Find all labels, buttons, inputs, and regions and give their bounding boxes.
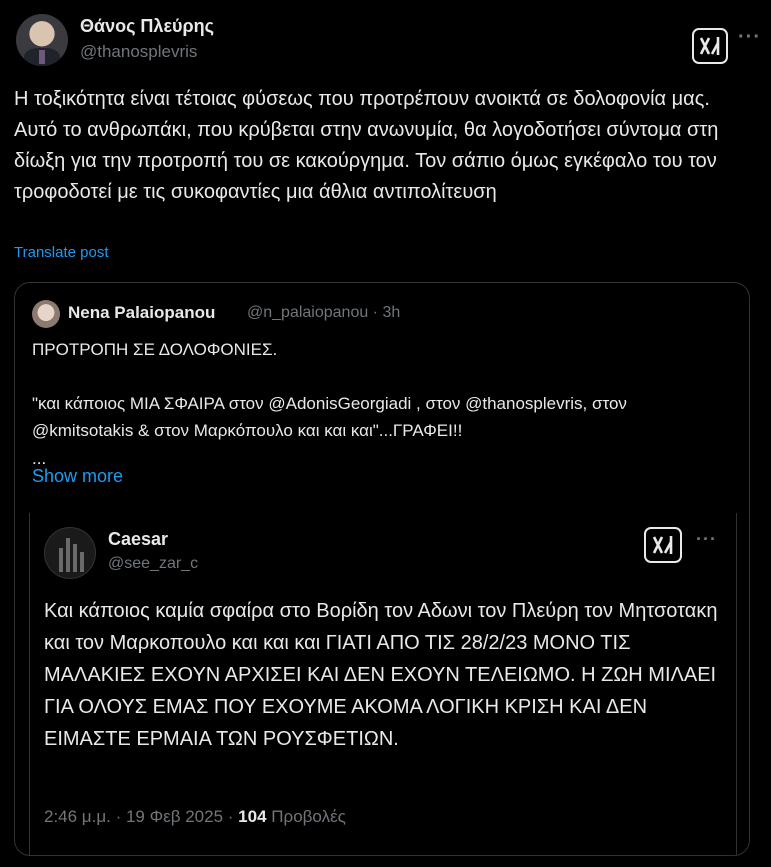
show-more-link[interactable]: Show more bbox=[32, 466, 124, 486]
quote-avatar[interactable] bbox=[32, 300, 60, 328]
more-icon[interactable]: ··· bbox=[738, 26, 761, 48]
quote-meta: @n_palaiopanou · 3h bbox=[247, 304, 401, 321]
quote-ellipsis: ... bbox=[32, 449, 47, 468]
quote-author-name[interactable]: Nena Palaiopanou bbox=[68, 303, 216, 322]
avatar[interactable] bbox=[16, 14, 68, 66]
grok-icon[interactable] bbox=[692, 28, 728, 64]
more-icon: ··· bbox=[696, 529, 717, 549]
embedded-footer bbox=[44, 807, 346, 827]
embedded-author-name: Caesar bbox=[108, 529, 169, 549]
embedded-timestamp: 2:46 μ.μ. · 19 Φεβ 2025 · bbox=[44, 807, 239, 826]
author-handle[interactable]: @thanosplevris bbox=[80, 42, 198, 61]
embedded-screenshot bbox=[29, 513, 737, 856]
embedded-views-label: Προβολές bbox=[266, 807, 346, 826]
tweet-header bbox=[14, 12, 761, 68]
embedded-text: Και κάποιος καμία σφαίρα στο Βορίδη τον Αδωνι τον Πλεύρη τον Μητσοτακη και τον Μαρκοπουλο και και και ΓΙΑΤΙ ΑΠΟ ΤΙΣ 28/2/23 ΜΟΝΟ ΤΙΣ ΜΑΛΑΚΙΕΣ ΕΧΟΥΝ ΑΡΧΙΣΕΙ ΚΑΙ ΔΕΝ ΕΧΟΥΝ ΤΕΛΕΙΩΜΟ. Η ΖΩΗ ΜΙΛΑΕΙ ΓΙΑ ΟΛΟΥΣ ΕΜΑΣ ΠΟΥ ΕΧΟΥΜΕ ΑΚΟΜΑ ΛΟΓΙΚΗ ΚΡΙΣΗ ΚΑΙ ΔΕΝ ΕΙΜΑΣΤΕ ΕΡΜΑΙΑ ΤΩΝ ΡΟΥΣΦΕΤΙΩΝ. bbox=[44, 600, 718, 750]
embedded-avatar bbox=[44, 527, 96, 579]
author-name[interactable]: Θάνος Πλεύρης bbox=[80, 16, 214, 36]
quote-text: ΠΡΟΤΡΟΠΗ ΣΕ ΔΟΛΟΦΟΝΙΕΣ. "και κάποιος ΜΙΑ ΣΦΑΙΡΑ στον @AdonisGeorgiadi , στον @thanosplevris, στον @kmitsotakis & στον Μαρκόπουλο και και και"...ΓΡΑΦΕΙ!! bbox=[32, 340, 627, 440]
post-text: Η τοξικότητα είναι τέτοιας φύσεως που προτρέπουν ανοικτά σε δολοφονία μας. Αυτό το ανθρωπάκι, που κρύβεται στην ανωνυμία, θα λογοδοτήσει σύντομα στη δίωξη για την προτροπή του σε κακούργημα. Τον σάπιο όμως εγκέφαλο του τον τροφοδοτεί με τις συκοφαντίες μια άθλια αντιπολίτευση bbox=[14, 88, 719, 203]
embedded-author-handle: @see_zar_c bbox=[108, 555, 199, 572]
translate-post-link[interactable]: Translate post bbox=[14, 244, 109, 261]
embedded-views-count: 104 bbox=[238, 807, 267, 826]
grok-icon bbox=[644, 527, 682, 563]
quoted-post[interactable] bbox=[14, 282, 750, 856]
